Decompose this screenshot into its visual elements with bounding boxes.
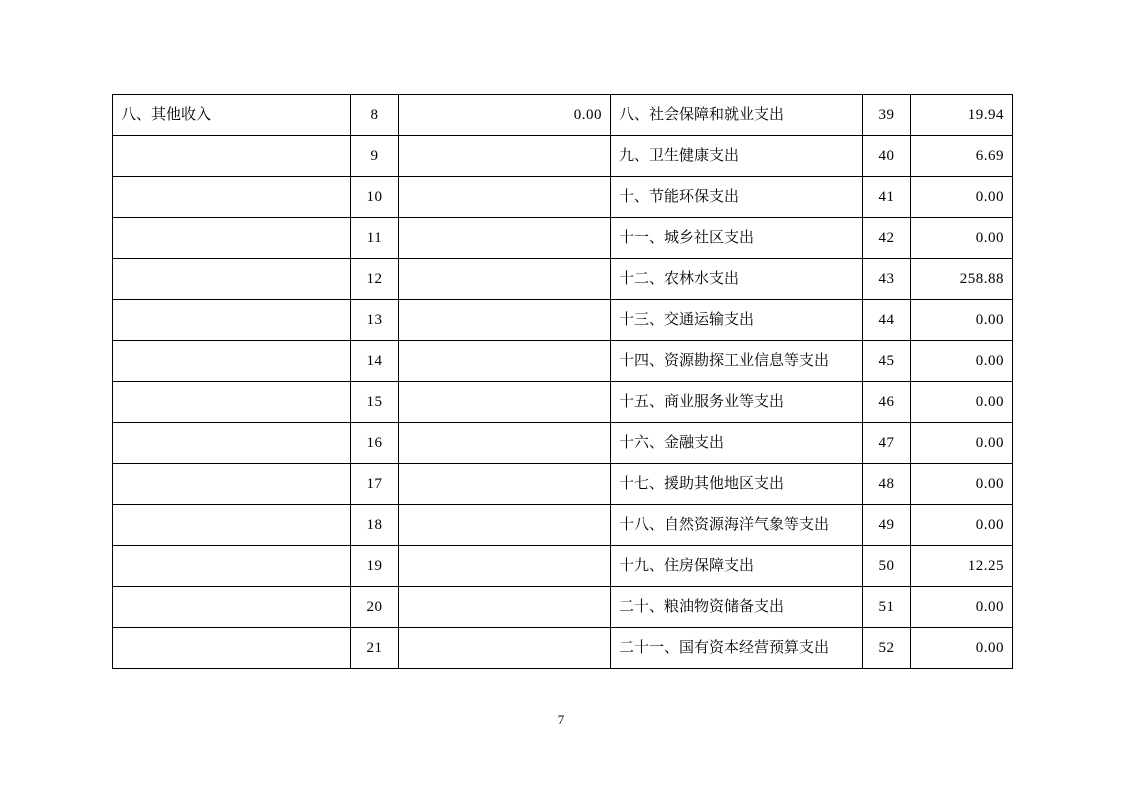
row-right-code: 47 xyxy=(863,423,911,464)
row-left-code: 13 xyxy=(351,300,399,341)
row-left-code: 9 xyxy=(351,136,399,177)
row-left-value xyxy=(399,136,611,177)
row-right-code: 48 xyxy=(863,464,911,505)
table-row xyxy=(113,218,1013,259)
row-left-name xyxy=(113,218,351,259)
row-left-name xyxy=(113,382,351,423)
row-left-name xyxy=(113,546,351,587)
row-left-name xyxy=(113,464,351,505)
row-left-code: 12 xyxy=(351,259,399,300)
table-row xyxy=(113,136,1013,177)
row-left-name xyxy=(113,341,351,382)
table-row xyxy=(113,587,1013,628)
row-left-code: 11 xyxy=(351,218,399,259)
row-left-value: 0.00 xyxy=(399,95,611,136)
row-right-code: 45 xyxy=(863,341,911,382)
table-row xyxy=(113,505,1013,546)
row-right-value: 0.00 xyxy=(911,177,1013,218)
row-right-name: 十二、农林水支出 xyxy=(611,259,863,300)
table-row xyxy=(113,177,1013,218)
row-right-code: 51 xyxy=(863,587,911,628)
row-right-value: 0.00 xyxy=(911,300,1013,341)
row-right-name: 十九、住房保障支出 xyxy=(611,546,863,587)
table-row xyxy=(113,423,1013,464)
row-left-value xyxy=(399,587,611,628)
table-row xyxy=(113,382,1013,423)
table-row xyxy=(113,300,1013,341)
row-right-code: 40 xyxy=(863,136,911,177)
row-right-name: 十一、城乡社区支出 xyxy=(611,218,863,259)
row-left-name xyxy=(113,628,351,669)
row-left-code: 8 xyxy=(351,95,399,136)
row-left-code: 20 xyxy=(351,587,399,628)
table-row xyxy=(113,341,1013,382)
row-right-value: 0.00 xyxy=(911,505,1013,546)
row-right-name: 十七、援助其他地区支出 xyxy=(611,464,863,505)
row-right-value: 0.00 xyxy=(911,587,1013,628)
budget-revenue-expenditure-table xyxy=(112,94,1013,669)
row-right-name: 二十、粮油物资储备支出 xyxy=(611,587,863,628)
row-right-code: 39 xyxy=(863,95,911,136)
row-right-value: 0.00 xyxy=(911,464,1013,505)
row-left-value xyxy=(399,259,611,300)
row-left-value xyxy=(399,628,611,669)
table-row xyxy=(113,464,1013,505)
row-right-code: 52 xyxy=(863,628,911,669)
row-left-code: 19 xyxy=(351,546,399,587)
row-right-name: 十三、交通运输支出 xyxy=(611,300,863,341)
row-right-value: 0.00 xyxy=(911,382,1013,423)
row-right-code: 41 xyxy=(863,177,911,218)
row-left-code: 10 xyxy=(351,177,399,218)
row-left-code: 15 xyxy=(351,382,399,423)
row-right-value: 19.94 xyxy=(911,95,1013,136)
table-row xyxy=(113,546,1013,587)
row-left-name xyxy=(113,259,351,300)
table-body xyxy=(113,95,1013,669)
row-left-value xyxy=(399,464,611,505)
table-row xyxy=(113,95,1013,136)
row-right-name: 八、社会保障和就业支出 xyxy=(611,95,863,136)
row-left-name xyxy=(113,136,351,177)
row-right-name: 九、卫生健康支出 xyxy=(611,136,863,177)
row-left-code: 16 xyxy=(351,423,399,464)
row-left-name xyxy=(113,587,351,628)
row-right-code: 46 xyxy=(863,382,911,423)
row-left-name xyxy=(113,300,351,341)
row-right-code: 42 xyxy=(863,218,911,259)
row-right-name: 十六、金融支出 xyxy=(611,423,863,464)
row-left-value xyxy=(399,505,611,546)
row-right-value: 0.00 xyxy=(911,218,1013,259)
page-number: 7 xyxy=(557,712,565,727)
row-right-code: 44 xyxy=(863,300,911,341)
table-row xyxy=(113,259,1013,300)
row-right-name: 十、节能环保支出 xyxy=(611,177,863,218)
row-right-code: 50 xyxy=(863,546,911,587)
row-left-name xyxy=(113,177,351,218)
row-right-name: 十四、资源勘探工业信息等支出 xyxy=(611,341,863,382)
row-left-code: 21 xyxy=(351,628,399,669)
row-right-value: 0.00 xyxy=(911,341,1013,382)
row-right-value: 258.88 xyxy=(911,259,1013,300)
row-left-name xyxy=(113,423,351,464)
row-right-value: 6.69 xyxy=(911,136,1013,177)
row-left-code: 18 xyxy=(351,505,399,546)
row-left-value xyxy=(399,341,611,382)
row-right-name: 二十一、国有资本经营预算支出 xyxy=(611,628,863,669)
table-row xyxy=(113,628,1013,669)
row-left-value xyxy=(399,382,611,423)
row-left-code: 14 xyxy=(351,341,399,382)
row-left-value xyxy=(399,177,611,218)
row-left-value xyxy=(399,423,611,464)
row-right-name: 十五、商业服务业等支出 xyxy=(611,382,863,423)
row-left-value xyxy=(399,300,611,341)
row-right-value: 0.00 xyxy=(911,628,1013,669)
row-right-value: 0.00 xyxy=(911,423,1013,464)
row-right-name: 十八、自然资源海洋气象等支出 xyxy=(611,505,863,546)
row-left-value xyxy=(399,218,611,259)
row-left-name xyxy=(113,505,351,546)
row-right-code: 43 xyxy=(863,259,911,300)
row-right-code: 49 xyxy=(863,505,911,546)
row-left-name: 八、其他收入 xyxy=(113,95,351,136)
row-left-code: 17 xyxy=(351,464,399,505)
row-right-value: 12.25 xyxy=(911,546,1013,587)
row-left-value xyxy=(399,546,611,587)
